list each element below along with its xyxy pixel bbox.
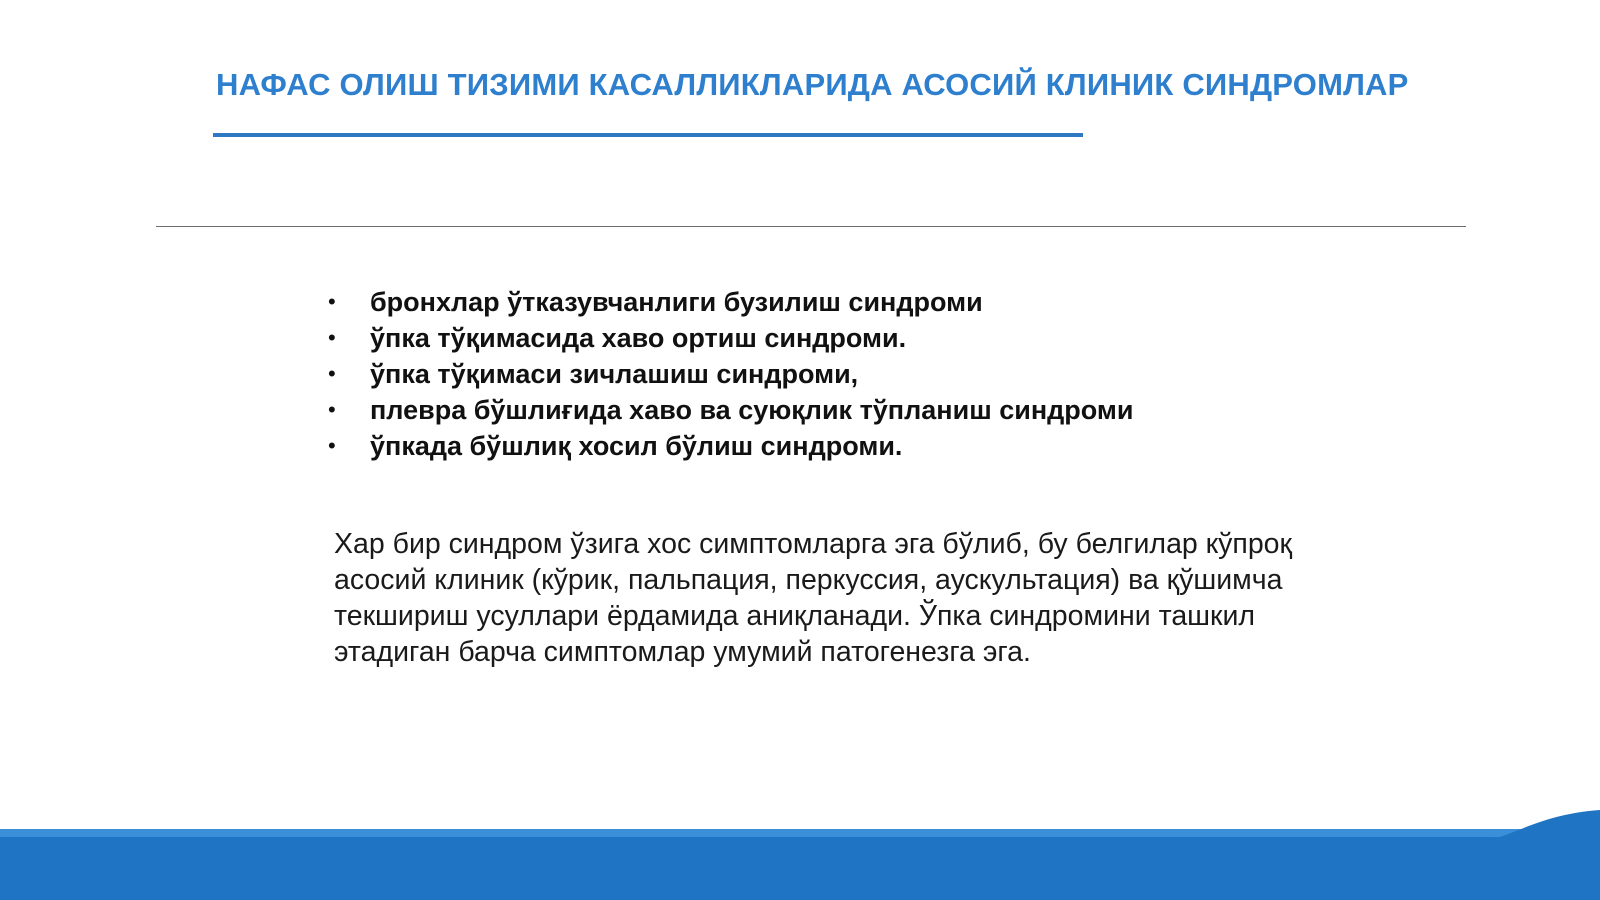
description-paragraph <box>334 526 1374 670</box>
bullet-icon: • <box>328 325 336 350</box>
section-divider <box>156 226 1466 227</box>
syndrome-label: плевра бўшлиғида хаво ва суюқлик тўпланиш синдроми <box>370 395 1134 425</box>
syndrome-list <box>328 284 1133 464</box>
syndrome-item <box>328 428 1133 464</box>
syndrome-item <box>328 284 1133 320</box>
bullet-icon: • <box>328 433 336 458</box>
syndrome-label: ўпка тўқимасида хаво ортиш синдроми. <box>370 323 907 353</box>
description-line: Хар бир синдром ўзига хос симптомларга эга бўлиб, бу белгилар кўпроқ <box>334 528 1293 560</box>
syndrome-item <box>328 356 1133 392</box>
bullet-icon: • <box>328 397 336 422</box>
footer-band-highlight <box>0 829 1600 837</box>
description-line: асосий клиник (кўрик, пальпация, перкуссия, аускультация) ва қўшимча <box>334 564 1283 596</box>
syndrome-label: ўпкада бўшлиқ хосил бўлиш синдроми. <box>370 431 903 461</box>
bullet-icon: • <box>328 361 336 386</box>
syndrome-label: ўпка тўқимаси зичлашиш синдроми, <box>370 359 859 389</box>
footer-wave-decoration <box>1490 810 1600 840</box>
bullet-icon: • <box>328 289 336 314</box>
description-line: текшириш усуллари ёрдамида аниқланади. Ўпка синдромини ташкил <box>334 600 1256 632</box>
slide-title: НАФАС ОЛИШ ТИЗИМИ КАСАЛЛИКЛАРИДА АСОСИЙ КЛИНИК СИНДРОМЛАР <box>216 67 1409 102</box>
title-underline <box>213 133 1083 137</box>
syndrome-label: бронхлар ўтказувчанлиги бузилиш синдроми <box>370 287 983 317</box>
description-line: этадиган барча симптомлар умумий патогенезга эга. <box>334 636 1031 668</box>
syndrome-item <box>328 392 1133 428</box>
footer-band <box>0 829 1600 900</box>
syndrome-item <box>328 320 1133 356</box>
